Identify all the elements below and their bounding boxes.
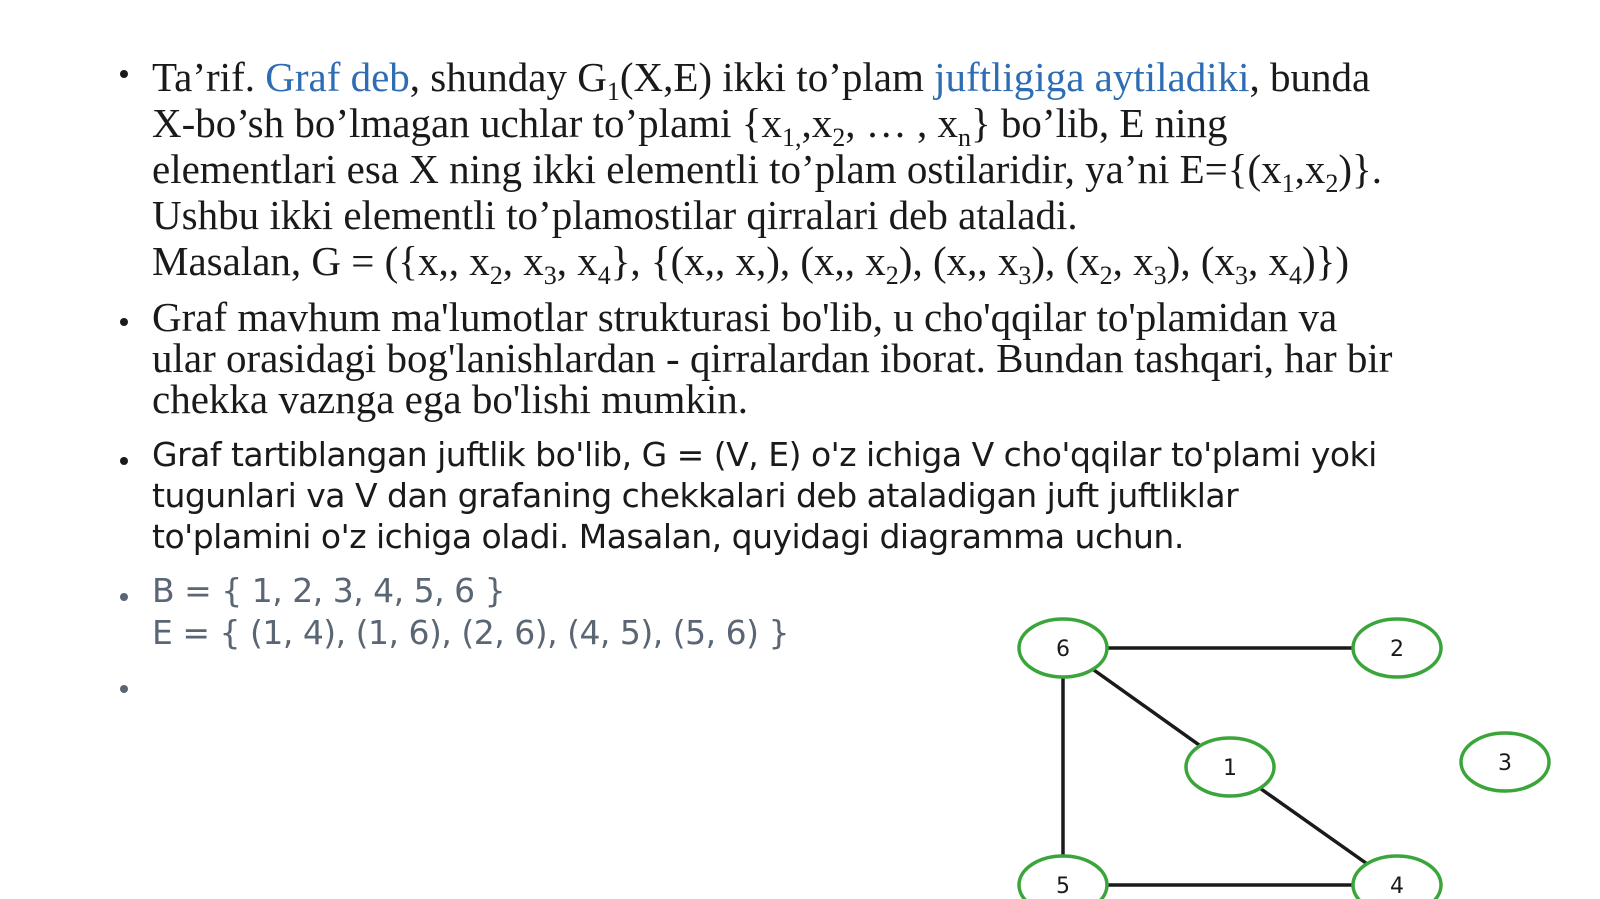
graph-node-5: [1019, 856, 1107, 899]
abstract-line-1: Graf mavhum ma'lumotlar strukturasi bo'lib, u cho'qqilar to'plamidan va: [152, 294, 1338, 340]
subscript: 2: [1099, 261, 1113, 290]
example-edges: E = { (1, 4), (1, 6), (2, 6), (4, 5), (5, 6) }: [152, 613, 789, 652]
graf-deb-link[interactable]: Graf deb: [265, 54, 410, 100]
subscript: 3: [1018, 261, 1032, 290]
subscript: 1: [1281, 169, 1295, 198]
graph-node-label: 4: [1390, 874, 1404, 899]
text: )}.: [1338, 146, 1382, 192]
ordered-pair-line-1: Graf tartiblangan juftlik bo'lib, G = (V, E) o'z ichiga V cho'qqilar to'plami yoki: [152, 435, 1377, 474]
text: } bo’lib, E ning: [970, 100, 1228, 146]
text: Masalan, G = ({x,, x: [152, 238, 490, 284]
subscript: 2: [885, 261, 899, 290]
subscript: 2: [1325, 169, 1339, 198]
abstract-line-3: chekka vaznga ega bo'lishi mumkin.: [152, 376, 749, 422]
text: (X,E) ikki to’plam: [619, 54, 935, 100]
graph-node-label: 1: [1223, 756, 1237, 781]
text: ,x: [801, 100, 833, 146]
text: , x: [502, 238, 544, 284]
subscript: 2: [489, 261, 503, 290]
graph-node-label: 2: [1390, 637, 1404, 662]
subscript: 4: [1288, 261, 1302, 290]
graph-node-1: [1186, 738, 1274, 796]
definition-line-4: Ushbu ikki elementli to’plamostilar qirralari deb ataladi.: [152, 192, 1078, 238]
juftligiga-link[interactable]: juftligiga aytiladiki: [934, 54, 1250, 100]
graph-node-2: [1353, 619, 1441, 677]
text: ,x: [1294, 146, 1326, 192]
ordered-pair-line-2: tugunlari va V dan grafaning chekkalari deb ataladigan juft juftliklar: [152, 476, 1239, 515]
example-vertices: B = { 1, 2, 3, 4, 5, 6 }: [152, 571, 506, 610]
graph-node-3: [1461, 733, 1549, 791]
text: X-bo’sh bo’lmagan uchlar to’plami {x: [152, 100, 782, 146]
text: , bunda: [1249, 54, 1371, 100]
graph-node-label: 5: [1056, 874, 1070, 899]
graph-node-label: 6: [1056, 637, 1070, 662]
text: elementlari esa X ning ikki elementli to’plam ostilaridir, ya’ni E={(x: [152, 146, 1282, 192]
text: Ta’rif.: [152, 54, 266, 100]
text: )}): [1301, 238, 1349, 284]
subscript: 3: [1153, 261, 1167, 290]
subscript: 1: [606, 77, 620, 106]
text: , … , x: [845, 100, 958, 146]
graph-nodes: [1019, 619, 1549, 899]
text: , x: [556, 238, 598, 284]
text: ), (x: [1166, 238, 1235, 284]
subscript: 2: [832, 123, 846, 152]
text: , x: [1112, 238, 1154, 284]
ordered-pair-line-3: to'plamini o'z ichiga oladi. Masalan, quyidagi diagramma uchun.: [152, 517, 1184, 556]
text: ), (x,, x: [898, 238, 1019, 284]
subscript: 1,: [781, 123, 802, 152]
text: }, {(x,, x,), (x,, x: [610, 238, 886, 284]
text: ), (x: [1031, 238, 1100, 284]
subscript: 3: [1234, 261, 1248, 290]
subscript: 4: [597, 261, 611, 290]
graph-node-label: 3: [1498, 751, 1512, 776]
subscript: 3: [543, 261, 557, 290]
subscript: n: [957, 123, 971, 152]
graph-node-4: [1353, 856, 1441, 899]
graph-node-6: [1019, 619, 1107, 677]
text: , shunday G: [409, 54, 607, 100]
abstract-line-2: ular orasidagi bog'lanishlardan - qirralardan iborat. Bundan tashqari, har bir: [152, 335, 1393, 381]
text: , x: [1247, 238, 1289, 284]
